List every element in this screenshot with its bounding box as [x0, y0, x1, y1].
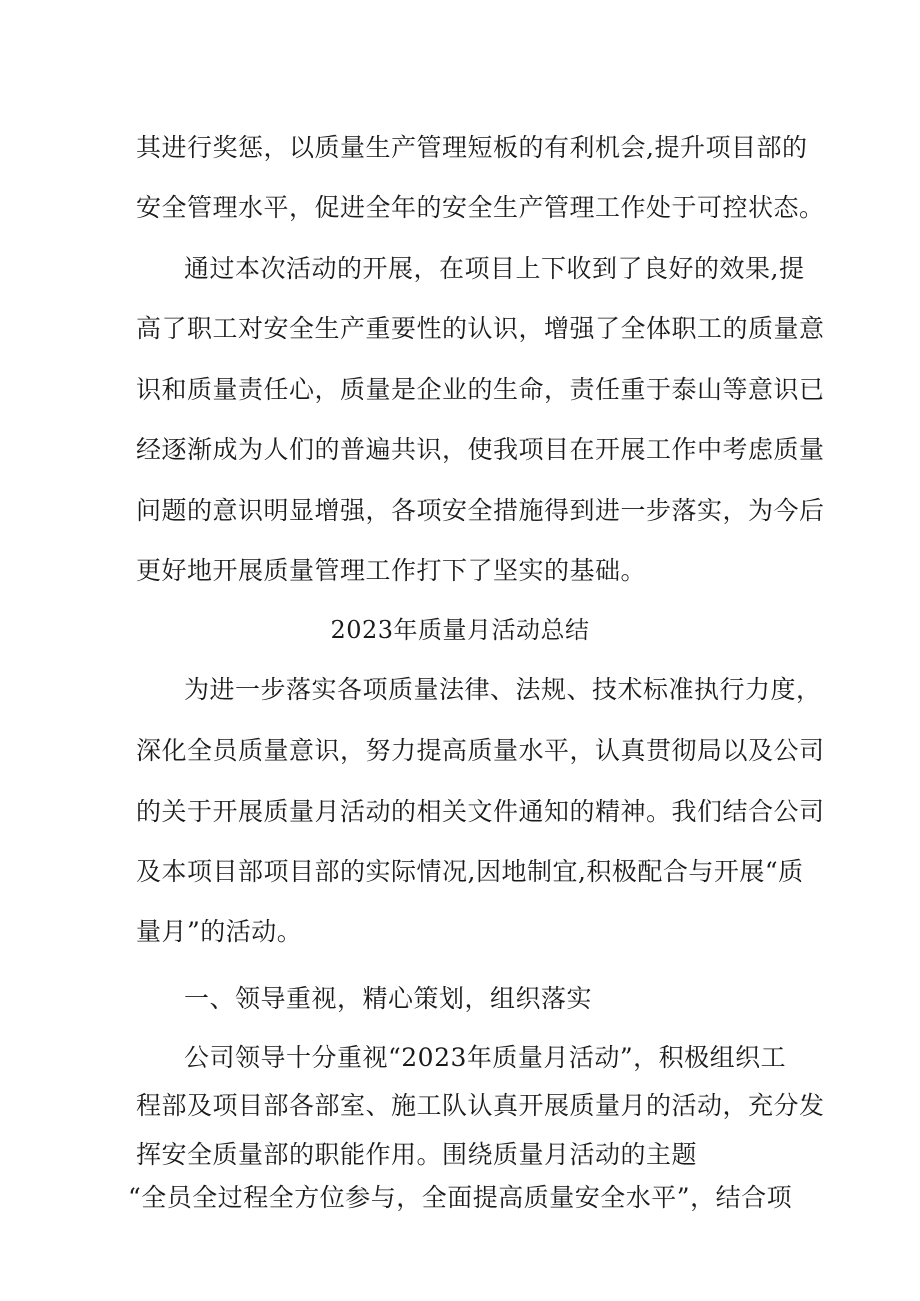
paragraph-2-line-1: 通过本次活动的开展，在项目上下收到了良好的效果,提: [184, 254, 805, 283]
paragraph-4-line-2: 程部及项目部各部室、施工队认真开展质量月的活动，充分发: [136, 1091, 825, 1120]
paragraph-2-line-6: 更好地开展质量管理工作打下了坚实的基础。: [136, 556, 647, 585]
paragraph-2-line-3: 识和质量责任心，质量是企业的生命，责任重于泰山等意识已: [136, 375, 825, 404]
paragraph-2-line-2: 高了职工对安全生产重要性的认识，增强了全体职工的质量意: [136, 314, 825, 343]
paragraph-4-line-3: 挥安全质量部的职能作用。围绕质量月活动的主题: [136, 1140, 698, 1169]
paragraph-3-line-3: 的关于开展质量月活动的相关文件通知的精神。我们结合公司: [136, 797, 825, 826]
paragraph-2-line-5: 问题的意识明显增强，各项安全措施得到进一步落实，为今后: [136, 496, 825, 525]
paragraph-2-line-4: 经逐渐成为人们的普遍共识，使我项目在开展工作中考虑质量: [136, 435, 825, 464]
paragraph-1-line-1: 其进行奖惩，以质量生产管理短板的有利机会,提升项目部的: [136, 133, 808, 162]
paragraph-3-line-1: 为进一步落实各项质量法律、法规、技术标准执行力度，: [184, 675, 822, 704]
paragraph-1-line-2: 安全管理水平，促进全年的安全生产管理工作处于可控状态。: [136, 193, 825, 222]
paragraph-3-line-2: 深化全员质量意识，努力提高质量水平，认真贯彻局以及公司: [136, 736, 825, 765]
paragraph-3-line-5: 量月”的活动。: [136, 917, 303, 946]
heading-1: 一、领导重视，精心策划，组织落实: [184, 984, 593, 1013]
paragraph-4-line-1: 公司领导十分重视“2023年质量月活动”，积极组织工: [184, 1043, 787, 1072]
paragraph-3-line-4: 及本项目部项目部的实际情况,因地制宜,积极配合与开展“质: [136, 857, 804, 886]
section-title: 2023年质量月活动总结: [330, 616, 590, 644]
paragraph-4-line-4: “全员全过程全方位参与，全面提高质量安全水平”，结合项: [128, 1183, 793, 1212]
